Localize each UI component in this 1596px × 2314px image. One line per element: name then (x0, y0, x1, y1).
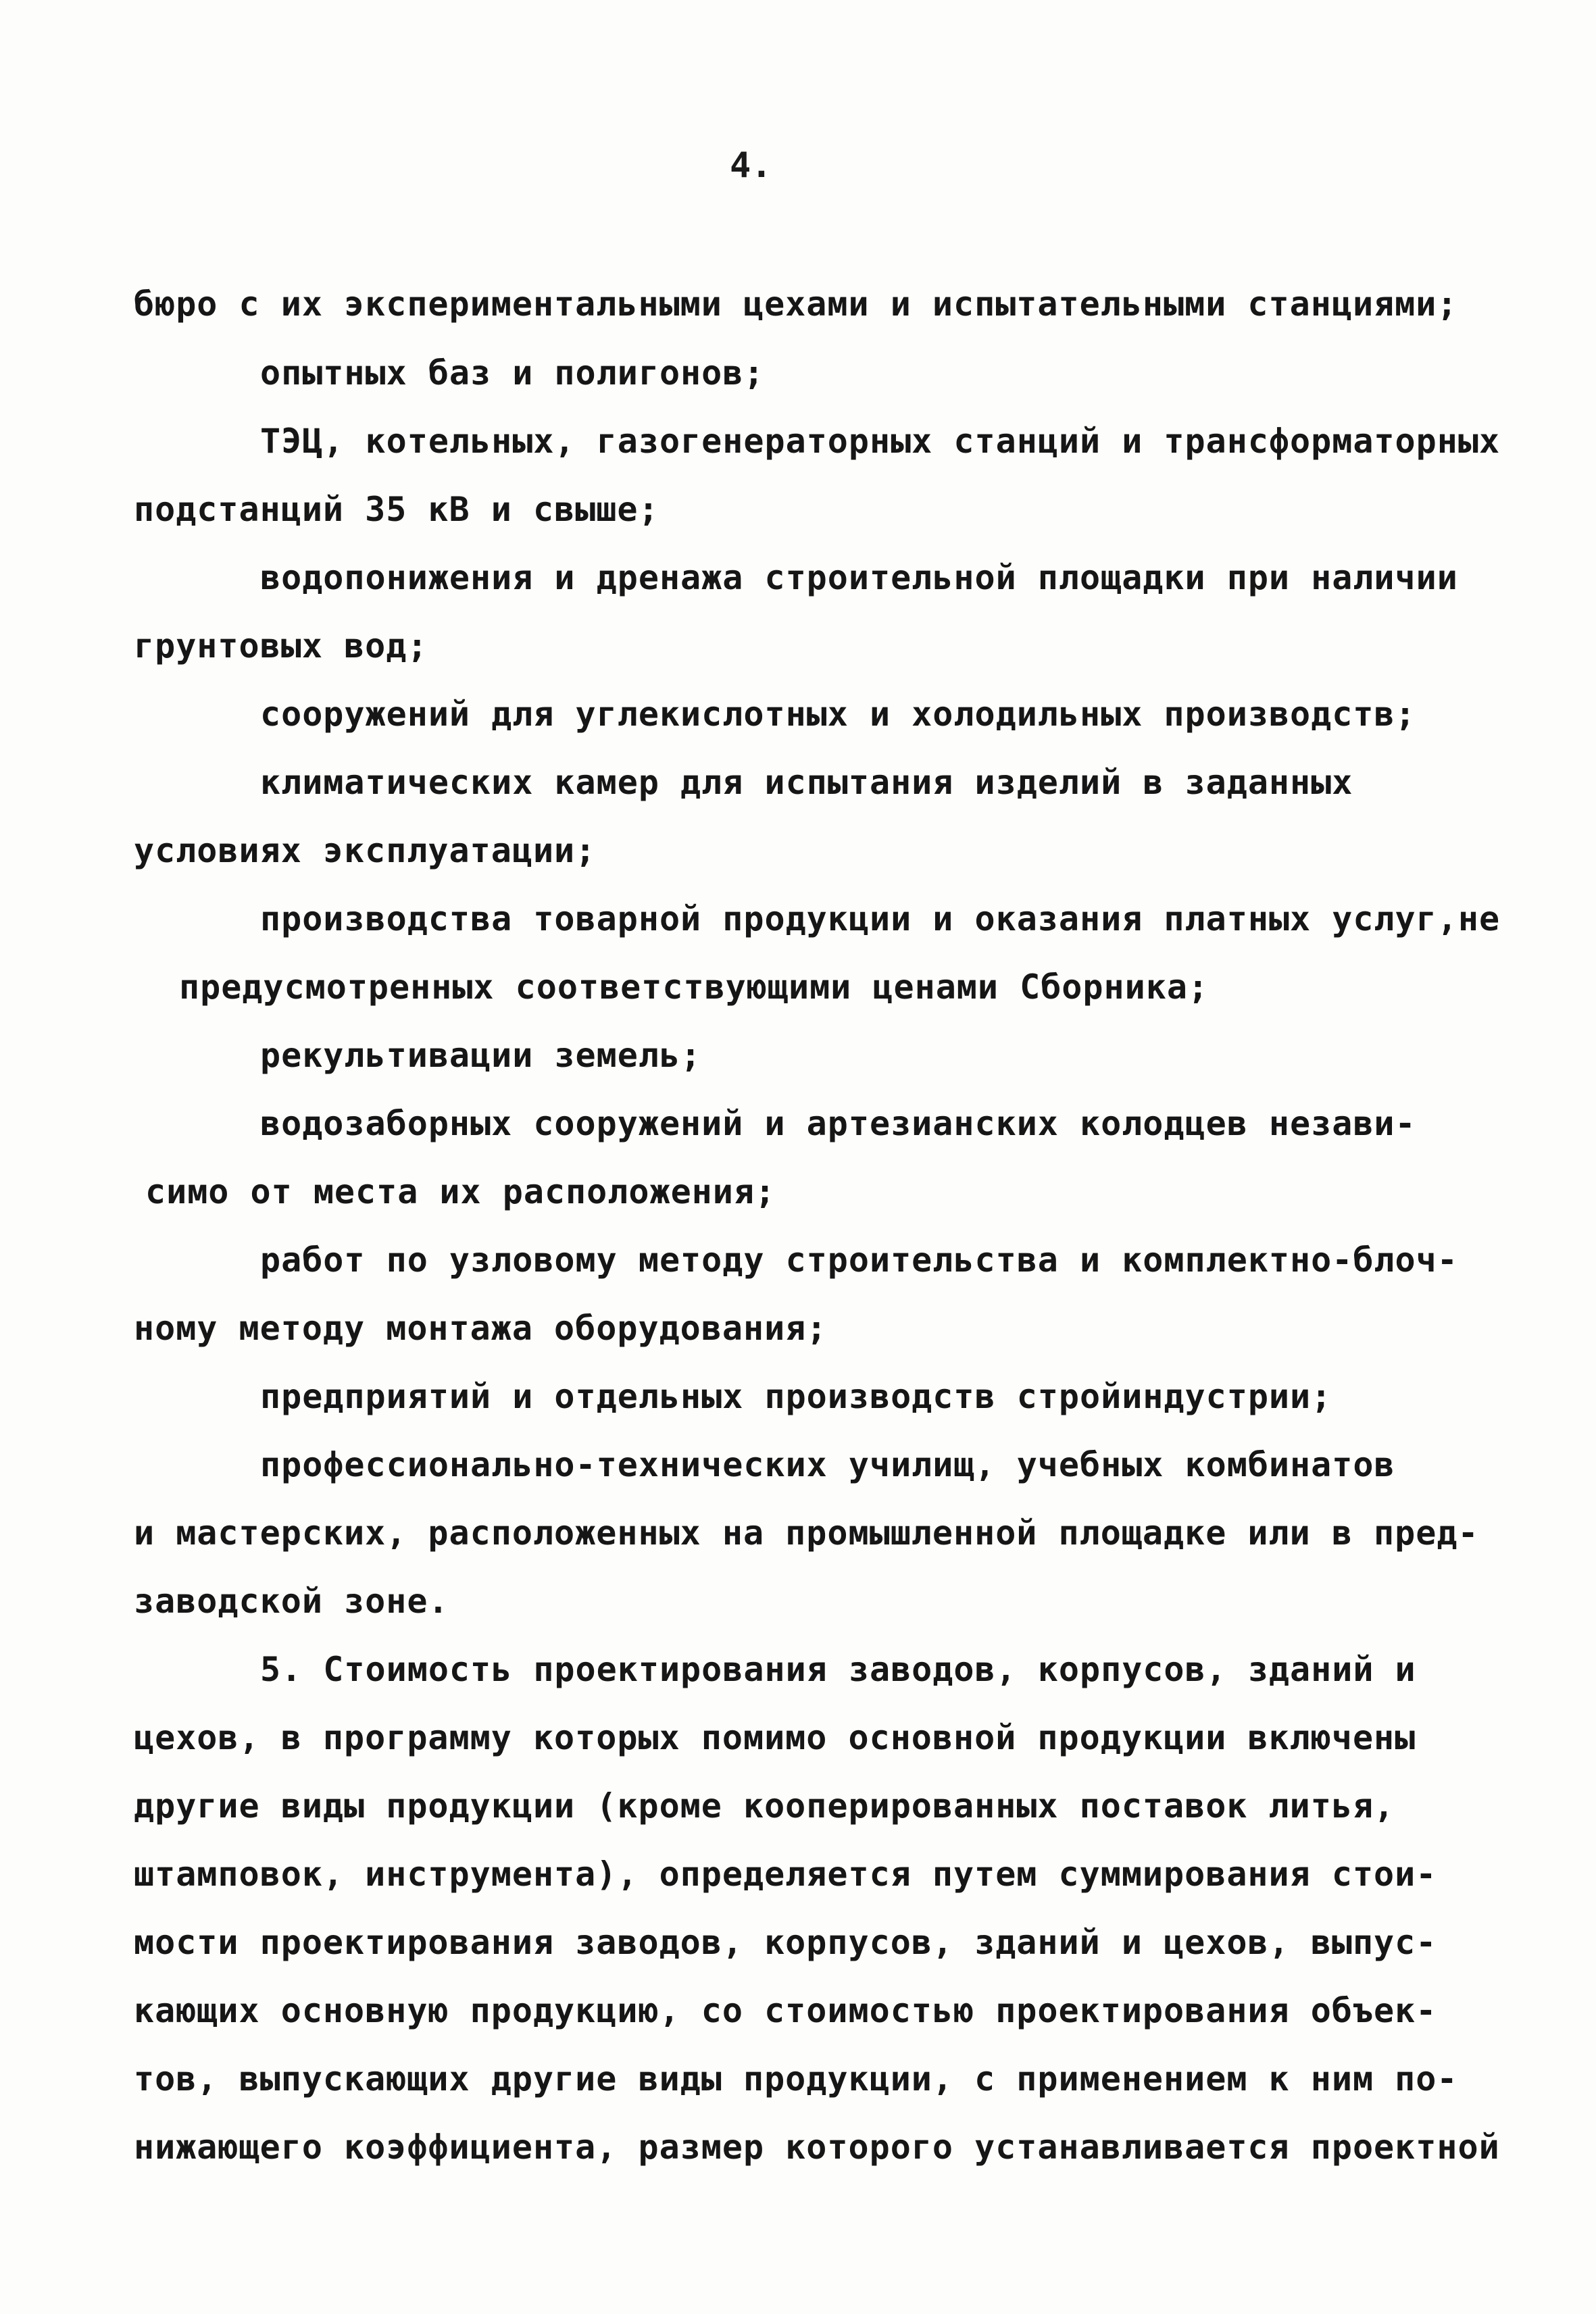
text-line: другие виды продукции (кроме кооперированных поставок литья, (134, 1786, 1395, 1826)
text-line: ТЭЦ, котельных, газогенераторных станций и трансформаторных (260, 422, 1501, 461)
text-line: 5. Стоимость проектирования заводов, корпусов, зданий и (260, 1650, 1416, 1689)
text-line: рекультивации земель; (260, 1036, 702, 1075)
text-line: условиях эксплуатации; (134, 831, 597, 870)
text-line: нижающего коэффициента, размер которого устанавливается проектной (134, 2128, 1500, 2167)
text-line: мости проектирования заводов, корпусов, зданий и цехов, выпус- (134, 1923, 1437, 1962)
text-line: климатических камер для испытания изделий в заданных (260, 763, 1353, 802)
text-line: профессионально-технических училищ, учебных комбинатов (260, 1445, 1395, 1484)
text-line: производства товарной продукции и оказания платных услуг,не (260, 899, 1501, 938)
text-line: водозаборных сооружений и артезианских колодцев незави- (260, 1104, 1416, 1143)
text-line: бюро с их экспериментальными цехами и испытательными станциями; (134, 284, 1458, 324)
text-line: симо от места их расположения; (145, 1172, 776, 1211)
text-line: подстанций 35 кВ и свыше; (134, 490, 659, 529)
text-line: сооружений для углекислотных и холодильных производств; (260, 695, 1416, 734)
page-number: 4. (730, 145, 772, 186)
text-line: грунтовых вод; (134, 626, 428, 665)
text-line: работ по узловому методу строительства и комплектно-блоч- (260, 1240, 1458, 1280)
text-line: опытных баз и полигонов; (260, 353, 765, 393)
text-line: заводской зоне. (134, 1582, 449, 1621)
text-line: и мастерских, расположенных на промышленной площадке или в пред- (134, 1513, 1479, 1553)
text-line: водопонижения и дренажа строительной площадки при наличии (260, 558, 1458, 597)
text-line: цехов, в программу которых помимо основной продукции включены (134, 1718, 1416, 1757)
text-line: штамповок, инструмента), определяется путем суммирования стои- (134, 1855, 1437, 1894)
text-line: кающих основную продукцию, со стоимостью проектирования объек- (134, 1991, 1437, 2030)
text-line: предприятий и отдельных производств стройиндустрии; (260, 1377, 1332, 1416)
text-line: ному методу монтажа оборудования; (134, 1309, 828, 1348)
text-line: тов, выпускающих другие виды продукции, с применением к ним по- (134, 2059, 1458, 2098)
text-line: предусмотренных соответствующими ценами Сборника; (179, 967, 1210, 1007)
